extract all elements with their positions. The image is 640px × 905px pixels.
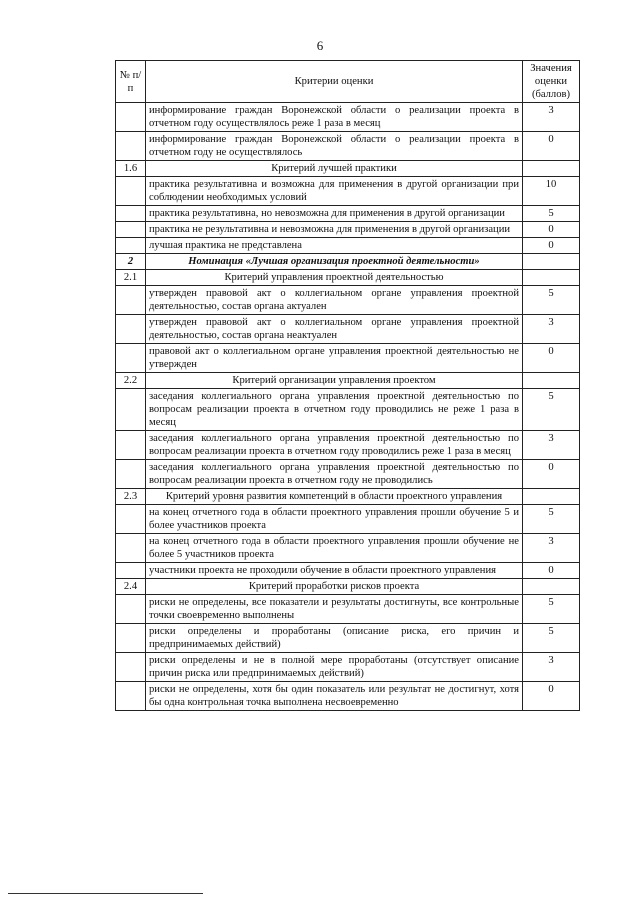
row-criteria: практика не результативна и невозможна для применения в другой организации	[146, 222, 523, 238]
row-value: 0	[523, 344, 580, 373]
row-num	[116, 344, 146, 373]
row-num	[116, 460, 146, 489]
row-value: 5	[523, 624, 580, 653]
row-criteria: на конец отчетного года в области проектного управления прошли обучение не более 5 участников проекта	[146, 534, 523, 563]
row-value	[523, 254, 580, 270]
table-row	[116, 206, 580, 222]
row-criteria: заседания коллегиального органа управления проектной деятельностью по вопросам реализации проекта в отчетном году проводились реже 1 раза в месяц	[146, 431, 523, 460]
heading-row	[116, 579, 580, 595]
heading-row	[116, 270, 580, 286]
row-num	[116, 103, 146, 132]
row-value: 0	[523, 682, 580, 711]
table-row	[116, 460, 580, 489]
row-criteria: Критерий уровня развития компетенций в области проектного управления	[146, 489, 523, 505]
header-criteria: Критерии оценки	[146, 61, 523, 103]
row-num	[116, 389, 146, 431]
row-criteria: практика результативна и возможна для применения в другой организации при соблюдении необходимых условий	[146, 177, 523, 206]
heading-row	[116, 489, 580, 505]
header-value: Значения оценки (баллов)	[523, 61, 580, 103]
table-header-row	[116, 61, 580, 103]
row-criteria: правовой акт о коллегиальном органе управления проектной деятельностью не утвержден	[146, 344, 523, 373]
row-num	[116, 534, 146, 563]
header-num: № п/п	[116, 61, 146, 103]
row-criteria: информирование граждан Воронежской области о реализации проекта в отчетном году не осуществлялось	[146, 132, 523, 161]
row-value: 0	[523, 222, 580, 238]
row-num	[116, 595, 146, 624]
row-value: 3	[523, 534, 580, 563]
row-criteria: утвержден правовой акт о коллегиальном органе управления проектной деятельностью, состав органа актуален	[146, 286, 523, 315]
row-criteria: утвержден правовой акт о коллегиальном органе управления проектной деятельностью, состав органа неактуален	[146, 315, 523, 344]
table-row	[116, 344, 580, 373]
table-row	[116, 132, 580, 161]
table-row	[116, 534, 580, 563]
row-criteria: Критерий лучшей практики	[146, 161, 523, 177]
table-row	[116, 222, 580, 238]
row-criteria: заседания коллегиального органа управления проектной деятельностью по вопросам реализации проекта в отчетном году не проводились	[146, 460, 523, 489]
row-num: 2.1	[116, 270, 146, 286]
row-value: 3	[523, 315, 580, 344]
row-criteria: риски не определены, все показатели и результаты достигнуты, все контрольные точки своевременно выполнены	[146, 595, 523, 624]
row-value: 5	[523, 206, 580, 222]
row-value: 0	[523, 460, 580, 489]
criteria-table	[115, 60, 580, 711]
row-num	[116, 431, 146, 460]
row-num	[116, 177, 146, 206]
row-criteria: участники проекта не проходили обучение в области проектного управления	[146, 563, 523, 579]
table-row	[116, 595, 580, 624]
table-row	[116, 103, 580, 132]
row-value: 3	[523, 653, 580, 682]
heading-row	[116, 161, 580, 177]
row-value: 5	[523, 389, 580, 431]
row-num	[116, 132, 146, 161]
row-num: 2	[116, 254, 146, 270]
row-num	[116, 624, 146, 653]
row-num	[116, 653, 146, 682]
row-value	[523, 373, 580, 389]
row-num: 1.6	[116, 161, 146, 177]
row-criteria: Номинация «Лучшая организация проектной деятельности»	[146, 254, 523, 270]
table-row	[116, 682, 580, 711]
table-row	[116, 505, 580, 534]
row-num	[116, 222, 146, 238]
row-criteria: информирование граждан Воронежской области о реализации проекта в отчетном году осуществлялось реже 1 раза в месяц	[146, 103, 523, 132]
row-value: 5	[523, 505, 580, 534]
row-criteria: заседания коллегиального органа управления проектной деятельностью по вопросам реализации проекта в отчетном году проводились не реже 1 раза в месяц	[146, 389, 523, 431]
row-num	[116, 238, 146, 254]
footnote-divider	[8, 893, 203, 894]
page-number: 6	[316, 38, 324, 53]
table-row	[116, 286, 580, 315]
row-criteria: риски не определены, хотя бы один показатель или результат не достигнут, хотя бы одна контрольная точка выполнена несвоевременно	[146, 682, 523, 711]
row-value	[523, 579, 580, 595]
row-criteria: Критерий проработки рисков проекта	[146, 579, 523, 595]
row-num: 2.2	[116, 373, 146, 389]
table-row	[116, 653, 580, 682]
row-value: 5	[523, 595, 580, 624]
criteria-body	[116, 103, 580, 711]
row-num: 2.4	[116, 579, 146, 595]
row-num	[116, 505, 146, 534]
row-criteria: практика результативна, но невозможна для применения в другой организации	[146, 206, 523, 222]
row-num	[116, 563, 146, 579]
table-row	[116, 315, 580, 344]
row-criteria: риски определены и не в полной мере проработаны (отсутствует описание причин риска или предпринимаемых действий)	[146, 653, 523, 682]
row-value: 5	[523, 286, 580, 315]
heading-row	[116, 373, 580, 389]
row-value: 3	[523, 103, 580, 132]
row-num: 2.3	[116, 489, 146, 505]
table-row	[116, 431, 580, 460]
row-value	[523, 270, 580, 286]
table-row	[116, 238, 580, 254]
row-value: 0	[523, 132, 580, 161]
table-row	[116, 624, 580, 653]
row-num	[116, 286, 146, 315]
row-value: 3	[523, 431, 580, 460]
row-num	[116, 682, 146, 711]
row-value: 10	[523, 177, 580, 206]
row-num	[116, 315, 146, 344]
row-criteria: риски определены и проработаны (описание риска, его причин и предпринимаемых действий)	[146, 624, 523, 653]
row-criteria: на конец отчетного года в области проектного управления прошли обучение 5 и более участников проекта	[146, 505, 523, 534]
row-criteria: лучшая практика не представлена	[146, 238, 523, 254]
nomination-row	[116, 254, 580, 270]
row-criteria: Критерий управления проектной деятельностью	[146, 270, 523, 286]
row-value: 0	[523, 238, 580, 254]
row-num	[116, 206, 146, 222]
table-row	[116, 389, 580, 431]
row-criteria: Критерий организации управления проектом	[146, 373, 523, 389]
row-value	[523, 489, 580, 505]
row-value: 0	[523, 563, 580, 579]
table-row	[116, 563, 580, 579]
table-row	[116, 177, 580, 206]
row-value	[523, 161, 580, 177]
